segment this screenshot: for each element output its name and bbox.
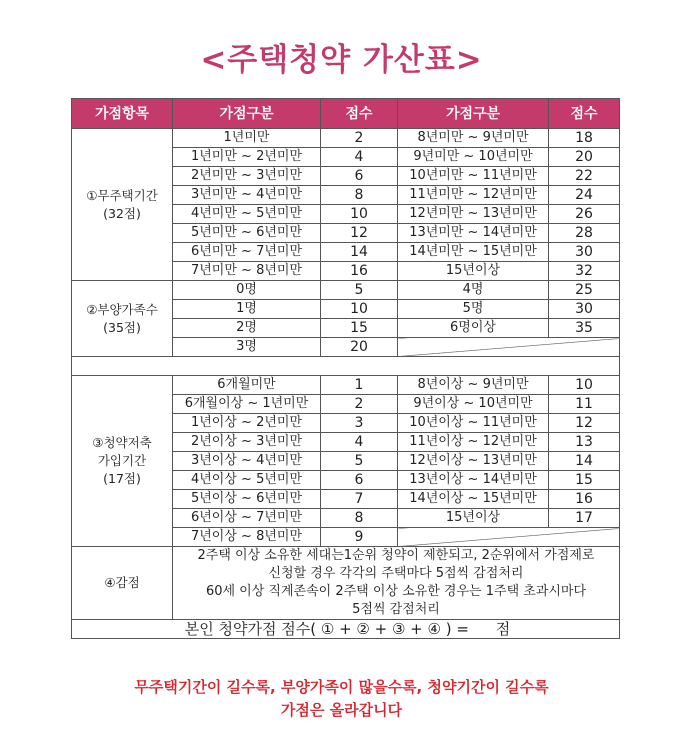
total-row — [72, 620, 620, 639]
category-subscription-period — [72, 376, 173, 547]
range-cell: 5년미만 ~ 6년미만 — [173, 224, 321, 243]
range-cell: 1년미만 — [173, 129, 321, 148]
range-cell: 0명 — [173, 281, 321, 300]
empty-diagonal-cell — [398, 528, 620, 547]
score-cell: 14 — [321, 243, 398, 262]
category-points: (32점) — [103, 205, 141, 221]
score-cell: 8 — [321, 509, 398, 528]
category-deduction: ④감점 — [72, 547, 173, 620]
category-dependents — [72, 281, 173, 357]
score-cell: 12 — [321, 224, 398, 243]
range-cell: 3명 — [173, 338, 321, 357]
score-cell: 4 — [321, 148, 398, 167]
range-cell: 3년이상 ~ 4년미만 — [173, 452, 321, 471]
score-cell: 16 — [549, 490, 620, 509]
score-cell: 6 — [321, 167, 398, 186]
header-score-left: 점수 — [321, 99, 398, 129]
total-cell — [72, 620, 620, 639]
category-label: ①무주택기간 — [86, 187, 158, 203]
category-points: (35점) — [103, 319, 141, 335]
category-label: ②부양가족수 — [86, 301, 158, 317]
score-cell: 18 — [549, 129, 620, 148]
range-cell: 2명 — [173, 319, 321, 338]
range-cell: 14년미만 ~ 15년미만 — [398, 243, 549, 262]
range-cell: 7년이상 ~ 8년미만 — [173, 528, 321, 547]
score-cell: 11 — [549, 395, 620, 414]
range-cell: 4명 — [398, 281, 549, 300]
range-cell: 11년이상 ~ 12년미만 — [398, 433, 549, 452]
range-cell: 8년이상 ~ 9년미만 — [398, 376, 549, 395]
range-cell: 6명이상 — [398, 319, 549, 338]
score-cell: 2 — [321, 395, 398, 414]
range-cell: 8년미만 ~ 9년미만 — [398, 129, 549, 148]
range-cell: 11년미만 ~ 12년미만 — [398, 186, 549, 205]
range-cell: 15년이상 — [398, 262, 549, 281]
header-category: 가점항목 — [72, 99, 173, 129]
table-row — [72, 376, 620, 395]
score-cell: 25 — [549, 281, 620, 300]
header-score-right: 점수 — [549, 99, 620, 129]
score-cell: 30 — [549, 300, 620, 319]
deduction-line: 2주택 이상 소유한 세대는1순위 청약이 제한되고, 2순위에서 가점제로 — [197, 548, 595, 563]
score-cell: 20 — [549, 148, 620, 167]
total-unit: 점 — [495, 620, 511, 638]
range-cell: 15년이상 — [398, 509, 549, 528]
score-cell: 15 — [549, 471, 620, 490]
score-cell: 24 — [549, 186, 620, 205]
header-row — [72, 99, 620, 129]
range-cell: 10년미만 ~ 11년미만 — [398, 167, 549, 186]
category-label-2: 가입기간 — [97, 453, 147, 468]
score-cell: 20 — [321, 338, 398, 357]
range-cell: 3년미만 ~ 4년미만 — [173, 186, 321, 205]
score-cell: 6 — [321, 471, 398, 490]
score-cell: 28 — [549, 224, 620, 243]
spacer-cell — [72, 357, 620, 376]
score-cell: 10 — [321, 205, 398, 224]
range-cell: 6개월미만 — [173, 376, 321, 395]
score-cell: 7 — [321, 490, 398, 509]
deduction-text — [173, 547, 620, 620]
score-cell: 4 — [321, 433, 398, 452]
range-cell: 1년미만 ~ 2년미만 — [173, 148, 321, 167]
total-formula: 본인 청약가점 점수( ① + ② + ③ + ④ ) = — [184, 620, 469, 638]
score-cell: 22 — [549, 167, 620, 186]
footer-note-line-2: 가점은 올라갑니다 — [280, 701, 403, 719]
deduction-line: 5점씩 감점처리 — [352, 602, 440, 617]
range-cell: 7년미만 ~ 8년미만 — [173, 262, 321, 281]
score-cell: 32 — [549, 262, 620, 281]
category-label: ③청약저축 — [92, 435, 152, 450]
score-cell: 10 — [321, 300, 398, 319]
range-cell: 10년이상 ~ 11년미만 — [398, 414, 549, 433]
score-cell: 30 — [549, 243, 620, 262]
score-cell: 17 — [549, 509, 620, 528]
header-range-left: 가점구분 — [173, 99, 321, 129]
range-cell: 5년이상 ~ 6년미만 — [173, 490, 321, 509]
range-cell: 13년이상 ~ 14년미만 — [398, 471, 549, 490]
score-cell: 3 — [321, 414, 398, 433]
range-cell: 14년이상 ~ 15년미만 — [398, 490, 549, 509]
score-cell: 2 — [321, 129, 398, 148]
range-cell: 6년미만 ~ 7년미만 — [173, 243, 321, 262]
deduction-line: 신청할 경우 각각의 주택마다 5점씩 감점처리 — [268, 566, 524, 581]
range-cell: 6개월이상 ~ 1년미만 — [173, 395, 321, 414]
range-cell: 9년이상 ~ 10년미만 — [398, 395, 549, 414]
score-cell: 5 — [321, 281, 398, 300]
table-row — [72, 129, 620, 148]
range-cell: 5명 — [398, 300, 549, 319]
header-range-right: 가점구분 — [398, 99, 549, 129]
range-cell: 2년미만 ~ 3년미만 — [173, 167, 321, 186]
score-cell: 9 — [321, 528, 398, 547]
category-points: (17점) — [103, 471, 141, 486]
range-cell: 12년미만 ~ 13년미만 — [398, 205, 549, 224]
range-cell: 12년이상 ~ 13년미만 — [398, 452, 549, 471]
score-cell: 12 — [549, 414, 620, 433]
score-table — [71, 98, 620, 639]
page-title: <주택청약 가산표> — [200, 42, 483, 78]
range-cell: 4년이상 ~ 5년미만 — [173, 471, 321, 490]
empty-diagonal-cell — [398, 338, 620, 357]
table-row — [72, 547, 620, 620]
range-cell: 1년이상 ~ 2년미만 — [173, 414, 321, 433]
footer-note-line-1: 무주택기간이 길수록, 부양가족이 많을수록, 청약기간이 길수록 — [134, 678, 549, 696]
deduction-line: 60세 이상 직계존속이 2주택 이상 소유한 경우는 1주택 초과시마다 — [205, 584, 587, 599]
range-cell: 6년이상 ~ 7년미만 — [173, 509, 321, 528]
range-cell: 4년미만 ~ 5년미만 — [173, 205, 321, 224]
score-cell: 35 — [549, 319, 620, 338]
score-cell: 8 — [321, 186, 398, 205]
table-row — [72, 281, 620, 300]
score-cell: 14 — [549, 452, 620, 471]
score-cell: 16 — [321, 262, 398, 281]
range-cell: 9년미만 ~ 10년미만 — [398, 148, 549, 167]
score-cell: 15 — [321, 319, 398, 338]
score-cell: 1 — [321, 376, 398, 395]
score-cell: 5 — [321, 452, 398, 471]
score-cell: 13 — [549, 433, 620, 452]
spacer-row — [72, 357, 620, 376]
range-cell: 1명 — [173, 300, 321, 319]
category-no-house — [72, 129, 173, 281]
range-cell: 13년미만 ~ 14년미만 — [398, 224, 549, 243]
range-cell: 2년이상 ~ 3년미만 — [173, 433, 321, 452]
score-cell: 10 — [549, 376, 620, 395]
score-cell: 26 — [549, 205, 620, 224]
